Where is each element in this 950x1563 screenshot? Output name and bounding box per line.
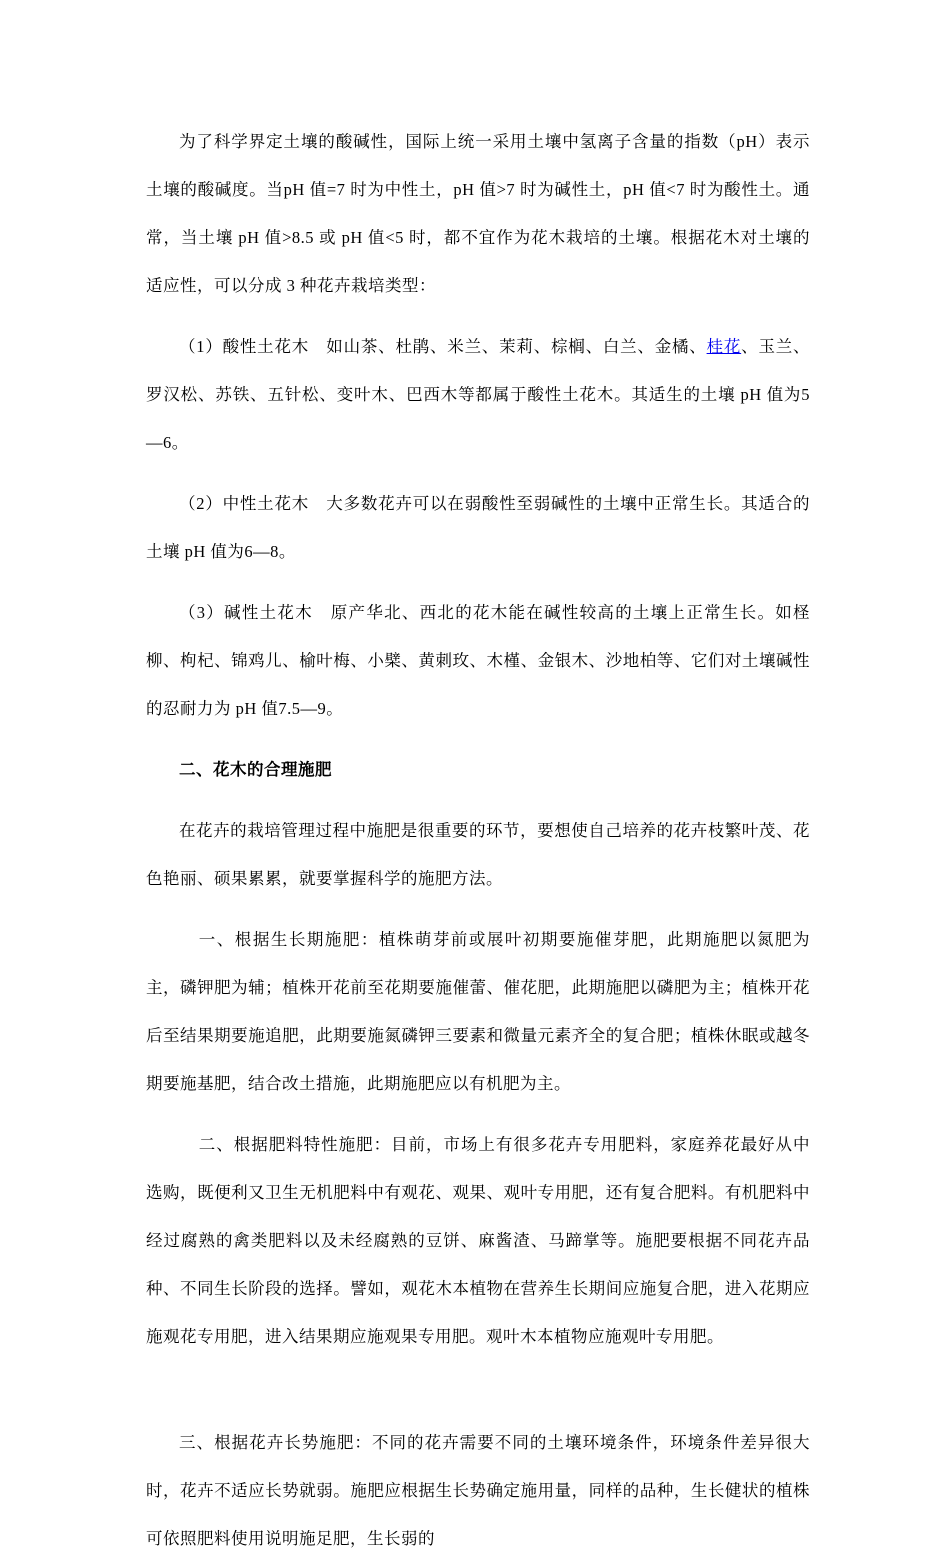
paragraph-rule3-growth-vigor: 三、根据花卉长势施肥：不同的花卉需要不同的土壤环境条件，环境条件差异很大时，花卉不适应长势就弱。施肥应根据生长势确定施用量，同样的品种，生长健状的植株可依照肥料使用说明施足肥，生长弱的 — [146, 1433, 810, 1548]
section-heading-fertilization: 二、花木的合理施肥 — [179, 761, 332, 779]
paragraph-fertilize-intro: 在花卉的栽培管理过程中施肥是很重要的环节，要想使自己培养的花卉枝繁叶茂、花色艳丽、硕果累累，就要掌握科学的施肥方法。 — [146, 821, 810, 888]
acid-soil-text-before: （1）酸性土花木 如山茶、杜鹃、米兰、茉莉、棕榈、白兰、金橘、 — [179, 337, 707, 356]
paragraph-ph-intro: 为了科学界定土壤的酸碱性，国际上统一采用土壤中氢离子含量的指数（pH）表示土壤的酸碱度。当pH 值=7 时为中性土，pH 值>7 时为碱性土，pH 值<7 时为酸性土。通常，当土壤 pH 值>8.5 或 pH 值<5 时，都不宜作为花木栽培的土壤。根据花木对土壤的适应性，可以分成 3 种花卉栽培类型： — [146, 132, 810, 295]
paragraph-rule2-fertilizer-type: 二、根据肥料特性施肥：目前，市场上有很多花卉专用肥料，家庭养花最好从中选购，既便利又卫生无机肥料中有观花、观果、观叶专用肥，还有复合肥料。有机肥料中经过腐熟的禽类肥料以及未经腐熟的豆饼、麻酱渣、马蹄掌等。施肥要根据不同花卉品种、不同生长阶段的选择。譬如，观花木本植物在营养生长期间应施复合肥，进入花期应施观花专用肥，进入结果期应施观果专用肥。观叶木本植物应施观叶专用肥。 — [146, 1135, 810, 1346]
paragraph-neutral-soil-flowers: （2）中性土花木 大多数花卉可以在弱酸性至弱碱性的土壤中正常生长。其适合的土壤 pH 值为6—8。 — [146, 494, 810, 561]
paragraph-alkaline-soil-flowers: （3）碱性土花木 原产华北、西北的花木能在碱性较高的土壤上正常生长。如柽柳、枸杞、锦鸡儿、榆叶梅、小檗、黄刺玫、木槿、金银木、沙地柏等、它们对土壤碱性的忍耐力为 pH 值7.5—9。 — [146, 603, 810, 718]
guihua-hyperlink[interactable]: 桂花 — [706, 337, 742, 356]
paragraph-acid-soil-flowers — [146, 323, 810, 467]
paragraph-rule1-growth-period: 一、根据生长期施肥：植株萌芽前或展叶初期要施催芽肥，此期施肥以氮肥为主，磷钾肥为辅；植株开花前至花期要施催蕾、催花肥，此期施肥以磷肥为主；植株开花后至结果期要施追肥，此期要施氮磷钾三要素和微量元素齐全的复合肥；植株休眠或越冬期要施基肥，结合改土措施，此期施肥应以有机肥为主。 — [146, 930, 810, 1093]
acid-soil-text-after: 、玉兰、罗汉松、苏铁、五针松、变叶木、巴西木等都属于酸性土花木。其适生的土壤 pH 值为5—6。 — [146, 337, 811, 452]
